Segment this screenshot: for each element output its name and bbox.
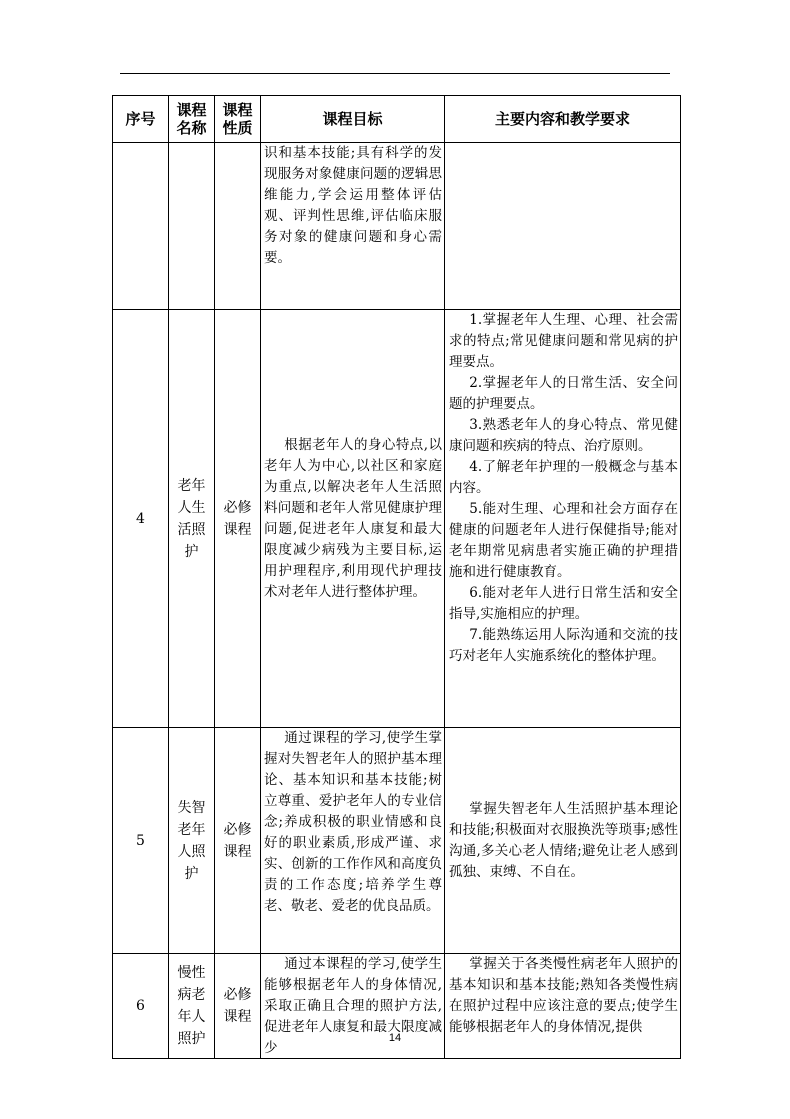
course-type-line: 课程 [223,843,252,860]
goal-text: 根据老年人的身心特点,以老年人为中心,以社区和家庭为重点,以解决老年人生活照料问题和老年人常见健康护理问题,促进老年人康复和最大限度减少病残为主要目标,运用护理程序,利用现代护理技术对老年人进行整体护理。 [264,436,442,600]
course-type-line: 必修 [223,987,252,1003]
row-requirements [445,143,681,310]
course-name-line: 活照 [177,521,206,538]
course-table [112,95,681,1059]
header-course-type-line: 课程 [222,101,253,119]
requirement-item: 2.掌握老年人的日常生活、安全问题的护理要点。 [449,375,678,412]
course-name-line: 护 [184,543,199,560]
row-requirements [445,310,681,728]
table-row [113,310,681,728]
requirement-item: 4.了解老年护理的一般概念与基本内容。 [449,459,678,496]
header-index: 序号 [113,96,169,143]
row-course-name [169,143,215,310]
header-requirements: 主要内容和教学要求 [445,96,681,143]
row-course-type [215,728,261,954]
requirement-item: 5.能对生理、心理和社会方面存在健康的问题老年人进行保健指导;能对老年期常见病患者实施正确的护理措施和进行健康教育。 [449,501,678,580]
row-index: 4 [113,310,169,728]
row-index [113,143,169,310]
course-name-line: 慢性 [177,965,206,981]
header-course-type [215,96,261,143]
table-row [113,143,681,310]
row-goal [261,143,445,310]
course-name-line: 病老 [177,987,206,1003]
requirement-item: 1.掌握老年人生理、心理、社会需求的特点;常见健康问题和常见病的护理要点。 [449,312,678,370]
requirement-item: 掌握关于各类慢性病老年人照护的基本知识和基本技能;熟知各类慢性病在照护过程中应该注意的要点;使学生能够根据老年人的身体情况,提供 [449,956,678,1035]
requirement-item: 掌握失智老年人生活照护基本理论和技能;积极面对衣服换洗等琐事;感性沟通,多关心老人情绪;避免让老人感到孤独、束缚、不自在。 [449,800,678,880]
requirement-item: 3.熟悉老年人的身心特点、常见健康问题和疾病的特点、治疗原则。 [449,417,678,454]
requirement-item: 7.能熟练运用人际沟通和交流的技巧对老年人实施系统化的整体护理。 [449,627,678,664]
course-name-line: 人生 [177,499,206,516]
requirement-item: 6.能对老年人进行日常生活和安全指导,实施相应的护理。 [449,585,678,622]
course-name-line: 照护 [177,1031,206,1047]
header-course-name-line: 名称 [176,119,207,137]
row-goal [261,310,445,728]
course-name-line: 护 [184,865,199,882]
table-header-row [113,96,681,143]
row-requirements [445,728,681,954]
page-number: 14 [388,1032,402,1044]
row-goal [261,728,445,954]
goal-text: 通过本课程的学习,使学生能够根据老年人的身体情况,采取正确且合理的照护方法,促进老年人康复和最大限度减少 [264,956,442,1056]
course-name-line: 年人 [177,1009,206,1025]
goal-text: 识和基本技能;具有科学的发现服务对象健康问题的逻辑思维能力,学会运用整体评估观、评判性思维,评估临床服务对象的健康问题和身心需要。 [264,145,442,266]
row-course-name [169,728,215,954]
row-course-name [169,310,215,728]
row-course-type [215,143,261,310]
header-course-name-line: 课程 [176,101,207,119]
course-name-line: 老年 [177,477,206,494]
goal-text: 通过课程的学习,使学生掌握对失智老年人的照护基本理论、基本知识和基本技能;树立尊重、爱护老年人的专业信念;养成积极的职业情感和良好的职业素质,形成严谨、求实、创新的工作作风和高度负责的工作态度;培养学生尊老、敬老、爱老的优良品质。 [264,730,442,914]
course-name-line: 失智 [177,799,206,816]
header-course-name [169,96,215,143]
row-course-type [215,310,261,728]
course-type-line: 课程 [223,521,252,538]
course-type-line: 必修 [223,821,252,838]
header-course-type-line: 性质 [222,119,253,137]
course-type-line: 必修 [223,499,252,516]
header-rule [120,73,670,74]
row-index: 5 [113,728,169,954]
course-type-line: 课程 [223,1009,252,1025]
header-course-goal: 课程目标 [261,96,445,143]
course-name-line: 老年 [177,821,206,838]
row-index: 6 [113,954,169,1059]
table-row [113,728,681,954]
course-name-line: 人照 [177,843,206,860]
